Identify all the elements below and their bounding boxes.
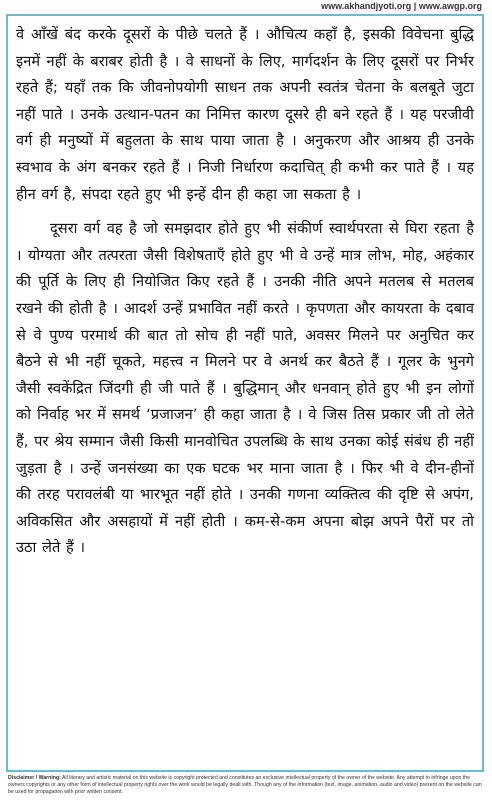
disclaimer-label: Disclaimer / Warning: (8, 775, 61, 781)
article-body (16, 22, 474, 562)
disclaimer-text: All literary and artistic material on this website is copyright protected and constitutes an exclusive intellectual property of the owner of the website. Any attempt to infringe upon the owners copyrights or any other form of intellectual property rights over the work would be legally dealt with. Though any of the information (text, image, animation, audio and video) present on the website can be used for propagation with prior written consent. (8, 775, 482, 795)
site-url[interactable]: www.akhandjyoti.org | www.awgp.org (321, 1, 482, 11)
disclaimer (8, 775, 484, 796)
paragraph-1: वे आँखें बंद करके दूसरों के पीछे चलते हैं । औचित्य कहाँ है, इसकी विवेचना बुद्धि इनमें नहीं के बराबर होती है । वे साधनों के लिए, मार्गदर्शन के लिए दूसरों पर निर्भर रहते हैं; यहाँ तक कि जीवनोपयोगी साधन तक अपनी स्वतंत्र चेतना के बलबूते जुटा नहीं पाते । उनके उत्थान-पतन का निमित्त कारण दूसरे ही बने रहते हैं । यह परजीवी वर्ग ही मनुष्यों में बहुलता के साथ पाया जाता है । अनुकरण और आश्रय ही उनके स्वभाव के अंग बनकर रहते हैं । निजी निर्धारण कदाचित् ही कभी कर पाते हैं । यह हीन वर्ग है, संपदा रहते हुए भी इन्हें दीन ही कहा जा सकता है । (16, 26, 474, 203)
top-bar (0, 0, 492, 14)
page-frame (6, 14, 484, 772)
paragraph-2: दूसरा वर्ग वह है जो समझदार होते हुए भी संकीर्ण स्वार्थपरता से घिरा रहता है । योग्यता और तत्परता जैसी विशेषताएँ होते हुए भी वे उन्हें मात्र लोभ, मोह, अहंकार की पूर्ति के लिए ही नियोजित किए रहते हैं । उनकी नीति अपने मतलब से मतलब रखने की होती है । आदर्श उन्हें प्रभावित नहीं करते । कृपणता और कायरता के दबाव से वे पुण्य परमार्थ की बात तो सोच ही नहीं पाते, अवसर मिलने पर अनुचित कर बैठने से भी नहीं चूकते, महत्त्व न मिलने पर वे अनर्थ कर बैठते हैं । गूलर के भुनगे जैसी स्वकेंद्रित जिंदगी ही जी पाते हैं । बुद्धिमान् और धनवान् होते हुए भी इन लोगों को निर्वाह भर में समर्थ ‘प्रजाजन’ ही कहा जाता है । वे जिस तिस प्रकार जी तो लेते हैं, पर श्रेय सम्मान जैसी किसी मानवोचित उपलब्धि के साथ उनका कोई संबंध ही नहीं जुड़ता है । उन्हें जनसंख्या का एक घटक भर माना जाता है । फिर भी वे दीन-हीनों की तरह परावलंबी या भारभूत नहीं होते । उनकी गणना व्यक्तित्व की दृष्टि से अपंग, अविकसित और असहायों में नहीं होती । कम-से-कम अपना बोझ अपने पैरों पर तो उठा लेते हैं । (16, 220, 475, 557)
